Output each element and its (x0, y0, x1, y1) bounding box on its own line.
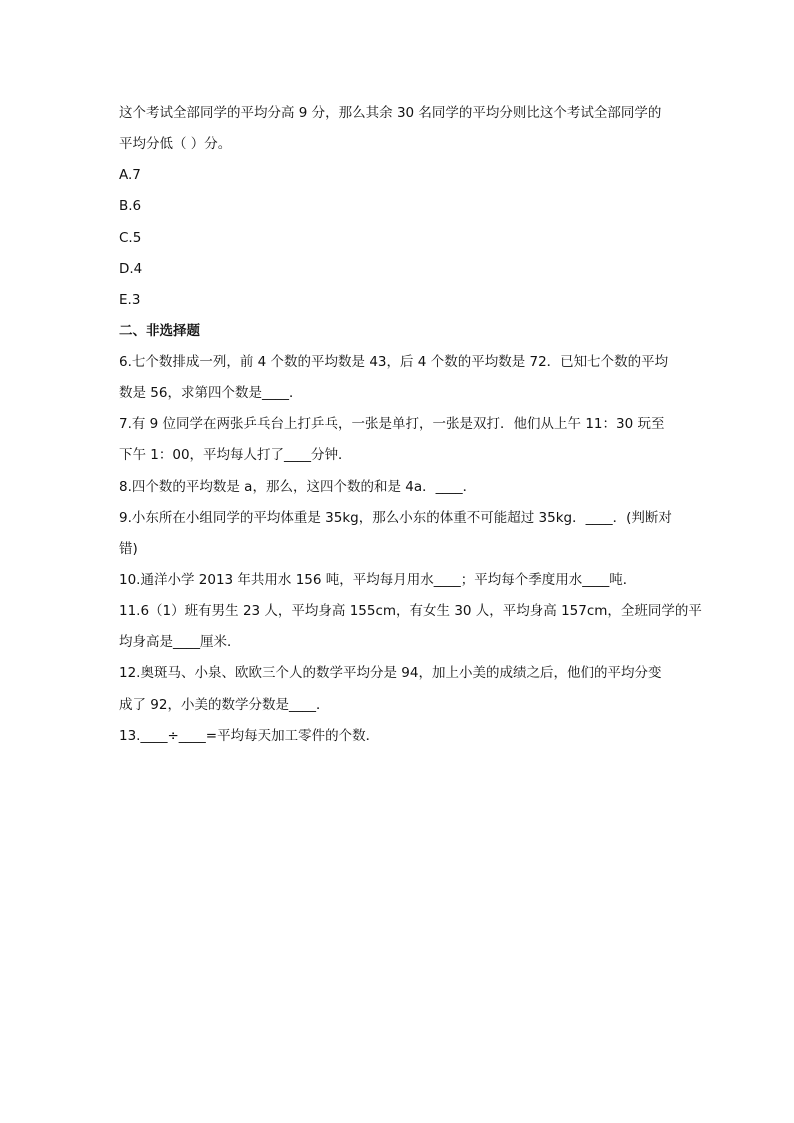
question-5-text-line-1: 这个考试全部同学的平均分高 9 分，那么其余 30 名同学的平均分则比这个考试全部同学的 (119, 105, 662, 121)
option-d: D.4 (119, 261, 143, 277)
question-7-line-1: 7.有 9 位同学在两张乒乓台上打乒乓，一张是单打，一张是双打．他们从上午 11：30 玩至 (119, 416, 665, 432)
option-c: C.5 (119, 230, 142, 246)
question-6-line-1: 6.七个数排成一列，前 4 个数的平均数是 43，后 4 个数的平均数是 72．已知七个数的平均 (119, 354, 669, 370)
question-12-line-2: 成了 92，小美的数学分数是____． (119, 697, 330, 713)
question-12-line-1: 12.奥斑马、小泉、欧欧三个人的数学平均分是 94，加上小美的成绩之后，他们的平均分变 (119, 665, 662, 681)
question-9-line-1: 9.小东所在小组同学的平均体重是 35kg，那么小东的体重不可能超过 35kg．____．(判断对 (119, 510, 672, 526)
question-13: 13.____÷____=平均每天加工零件的个数． (119, 728, 380, 744)
question-11-line-2: 均身高是____厘米． (119, 634, 241, 650)
option-e: E.3 (119, 292, 141, 308)
question-8: 8.四个数的平均数是 a，那么，这四个数的和是 4a．____． (119, 479, 477, 495)
question-11-line-1: 11.6（1）班有男生 23 人，平均身高 155cm，有女生 30 人，平均身高 157cm，全班同学的平 (119, 603, 702, 619)
question-10: 10.通洋小学 2013 年共用水 156 吨，平均每月用水____；平均每个季度用水____吨． (119, 572, 637, 588)
option-b: B.6 (119, 198, 142, 214)
question-5-text-line-2: 平均分低（ ）分。 (119, 136, 232, 152)
section-heading: 二、非选择题 (119, 323, 200, 339)
option-a: A.7 (119, 167, 141, 183)
question-6-line-2: 数是 56，求第四个数是____． (119, 385, 303, 401)
question-9-line-2: 错) (119, 541, 138, 557)
question-7-line-2: 下午 1：00，平均每人打了____分钟． (119, 447, 352, 463)
